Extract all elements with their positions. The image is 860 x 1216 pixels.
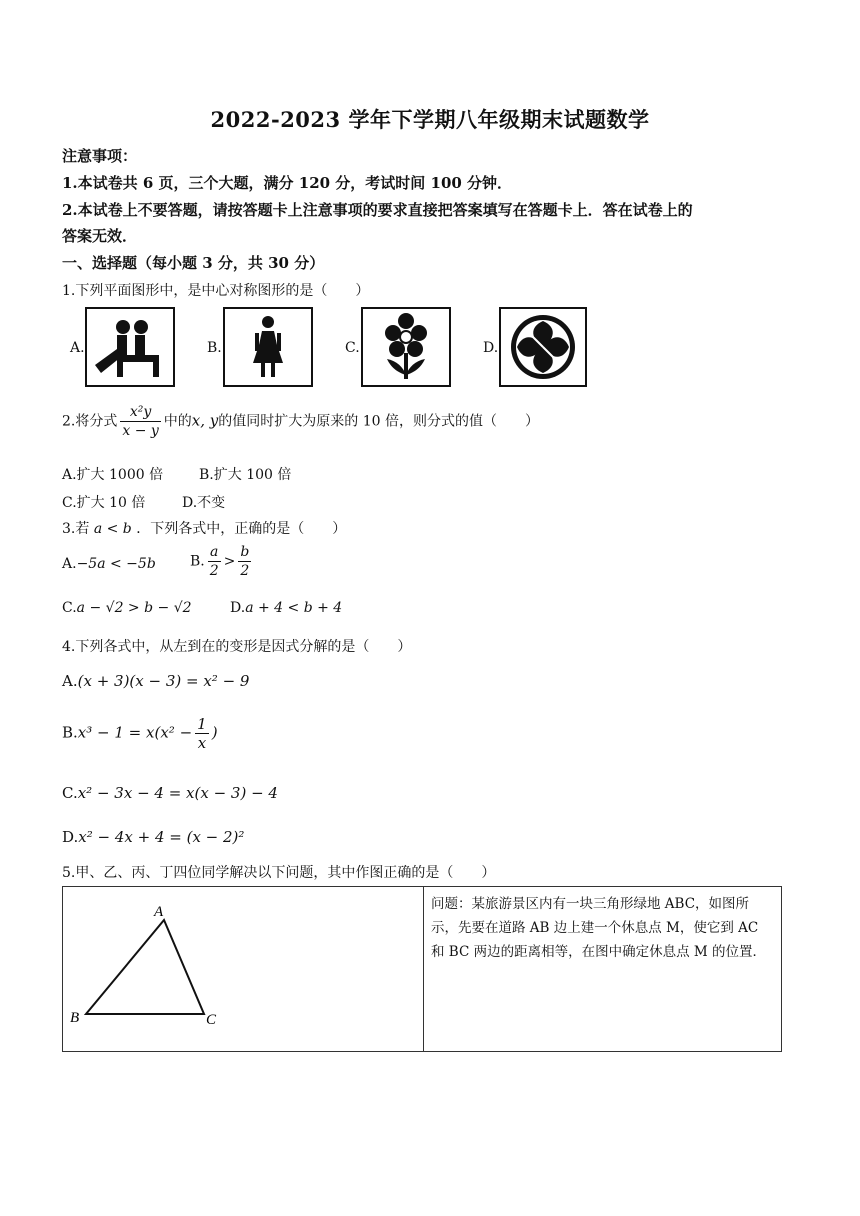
q3-option-b <box>190 544 254 579</box>
q3-b-den-1: 2 <box>209 563 219 579</box>
question-5-stem: 5.甲、乙、丙、丁四位同学解决以下问题，其中作图正确的是（ ） <box>62 865 496 881</box>
q5-problem-text: 问题：某旅游景区内有一块三角形绿地 ABC，如图所示，先要在道路 AB 边上建一个休息点 M，使它到 AC 和 BC 两边的距离相等，在图中确定休息点 M 的位置． <box>431 896 766 960</box>
page-title: 2022-2023 学年下学期八年级期末试题数学 <box>210 107 650 132</box>
q1-option-a-label: A. <box>70 340 85 356</box>
q2-post: 的值同时扩大为原来的 10 倍，则分式的值（ ） <box>218 413 539 430</box>
q3-b-num-1: a <box>208 544 221 562</box>
q3-option-b-label: B. <box>190 553 205 570</box>
q3-option-d <box>230 600 342 616</box>
question-2-stem <box>62 404 539 439</box>
triangle-cell <box>63 887 424 1052</box>
notice-heading: 注意事项： <box>62 147 138 165</box>
q3-b-den-2: 2 <box>240 563 250 579</box>
question-4-stem: 4.下列各式中，从左到在的变形是因式分解的是（ ） <box>62 639 412 655</box>
section-heading: 一、选择题（每小题 3 分，共 30 分） <box>62 254 325 272</box>
triangle-abc-diagram <box>64 888 422 1046</box>
q2-fraction <box>120 404 160 439</box>
q1-option-d-label: D. <box>483 340 499 356</box>
q1-option-a-image <box>85 307 175 387</box>
q2-mid: 中的 <box>163 413 192 430</box>
question-1-stem: 1.下列平面图形中，是中心对称图形的是（ ） <box>62 283 370 299</box>
q2-pre: 2.将分式 <box>62 413 118 430</box>
q2-frac-den: x − y <box>122 423 159 439</box>
q3-b-num-2: b <box>240 544 250 560</box>
q1-option-b-image <box>223 307 313 387</box>
q1-option-b-label: B. <box>207 340 222 356</box>
q4-option-b-pre: x³ − 1 = x(x² − <box>77 723 193 742</box>
notice-item-2-line-2: 答案无效． <box>62 227 138 245</box>
q4-option-d <box>62 828 244 846</box>
q4-option-b <box>62 716 218 751</box>
q4-option-b-frac <box>195 716 209 751</box>
question-5-table <box>62 886 782 1052</box>
q3-option-b-op: > <box>223 553 236 570</box>
q3-condition: a < b <box>93 521 132 537</box>
q4-option-b-label: B. <box>62 723 78 742</box>
q3-option-c-expr: a − √2 > b − √2 <box>76 600 192 616</box>
q2-option-d: D.不变 <box>182 495 226 511</box>
q3-option-d-label: D. <box>230 600 246 616</box>
vertex-a-label: A <box>154 904 164 920</box>
q2-frac-num: x²y <box>120 404 160 422</box>
q2-vars: x, y <box>191 411 219 430</box>
q4-option-a-label: A. <box>62 672 78 690</box>
q1-option-d-image <box>499 307 587 387</box>
q4-option-a <box>62 672 249 690</box>
q1-option-c-label: C. <box>345 340 360 356</box>
question-3-stem <box>62 518 346 538</box>
vertex-c-label: C <box>206 1012 217 1028</box>
q3-option-c-label: C. <box>62 600 77 616</box>
flower-icon <box>363 309 449 385</box>
q3-option-c <box>62 600 192 616</box>
q3-option-b-frac-2 <box>238 544 251 579</box>
q1-option-c-image <box>361 307 451 387</box>
q4-option-a-expr: (x + 3)(x − 3) = x² − 9 <box>77 672 250 690</box>
q3-option-d-expr: a + 4 < b + 4 <box>245 600 343 616</box>
woman-icon <box>225 309 311 385</box>
q2-option-b: B.扩大 100 倍 <box>199 467 292 483</box>
q3-post: ．下列各式中，正确的是（ ） <box>136 521 347 537</box>
problem-cell <box>424 887 782 1052</box>
q4-option-c <box>62 784 278 802</box>
q4-option-c-label: C. <box>62 784 78 802</box>
q3-option-a <box>62 556 156 572</box>
q4-b-den: x <box>197 734 207 752</box>
circle-petals-icon <box>501 309 585 385</box>
q3-option-a-label: A. <box>62 556 77 572</box>
seated-people-icon <box>87 309 173 385</box>
q4-option-b-post: ) <box>211 723 218 742</box>
q3-pre: 3.若 <box>62 521 90 537</box>
q4-option-c-expr: x² − 3x − 4 = x(x − 3) − 4 <box>77 784 278 802</box>
notice-item-2-line-1: 2.本试卷上不要答题，请按答题卡上注意事项的要求直接把答案填写在答题卡上．答在试卷上的 <box>62 201 693 219</box>
q4-option-d-expr: x² − 4x + 4 = (x − 2)² <box>78 828 245 846</box>
q2-option-c: C.扩大 10 倍 <box>62 495 146 511</box>
q4-b-num: 1 <box>197 715 207 733</box>
q2-option-a: A.扩大 1000 倍 <box>62 467 164 483</box>
q3-option-b-frac-1 <box>208 544 221 579</box>
q4-option-d-label: D. <box>62 828 79 846</box>
q3-option-a-expr: −5a < −5b <box>76 556 156 572</box>
vertex-b-label: B <box>70 1010 80 1026</box>
notice-item-1: 1.本试卷共 6 页，三个大题，满分 120 分，考试时间 100 分钟． <box>62 174 513 192</box>
